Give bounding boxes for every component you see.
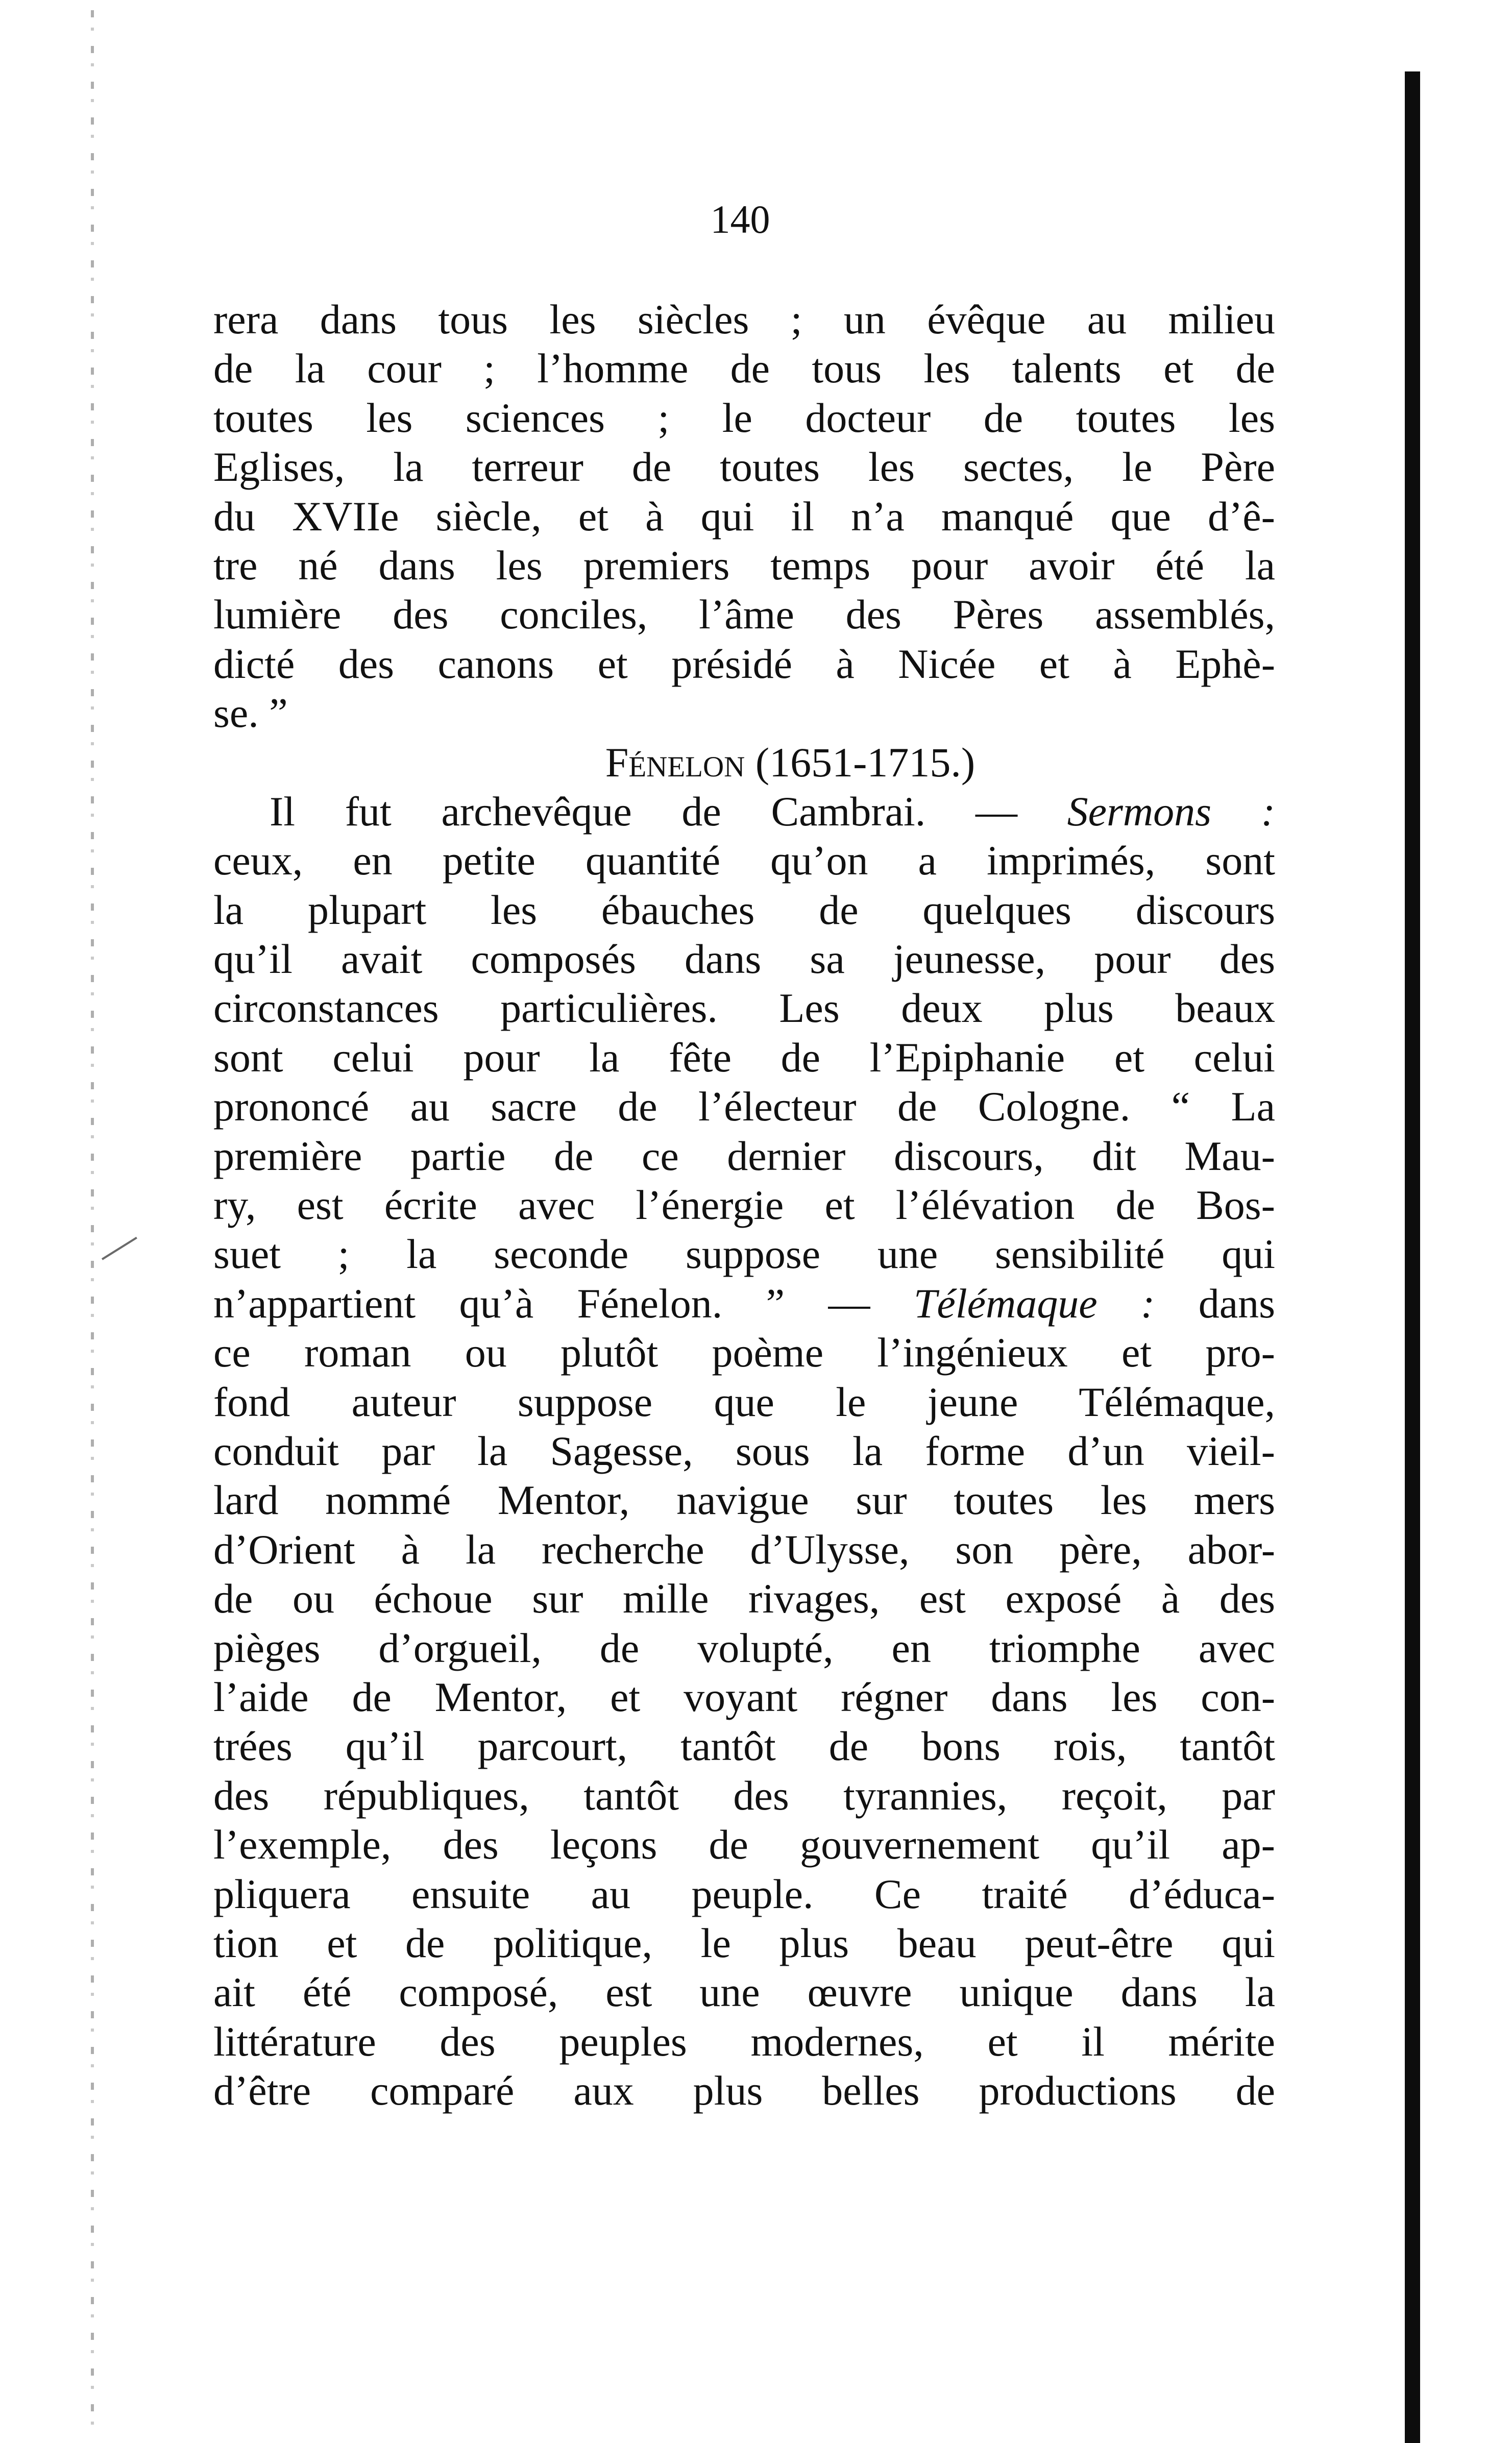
page-text [213,295,1275,2115]
text-line: fond auteur suppose que le jeune Télémaque, [213,1378,1275,1425]
text-line: tion et de politique, le plus beau peut-être qui [213,1919,1275,1966]
margin-pencil-mark [102,1237,137,1260]
text-line: dicté des canons et présidé à Nicée et à Ephè- [213,640,1275,687]
text-line: lard nommé Mentor, navigue sur toutes les mers [213,1477,1275,1524]
text-line: suet ; la seconde suppose une sensibilité qui [213,1231,1275,1278]
text-line: pièges d’orgueil, de volupté, en triomphe avec [213,1624,1275,1671]
text-line: prononcé au sacre de l’électeur de Cologne. “ La [213,1083,1275,1130]
text-line: de ou échoue sur mille rivages, est exposé à des [213,1575,1275,1622]
text-line: circonstances particulières. Les deux plus beaux [213,985,1275,1032]
scan-left-edge [91,10,94,2430]
sermons-label: Sermons : [1067,788,1275,835]
text-line: pliquera ensuite au peuple. Ce traité d’éduca- [213,1870,1275,1917]
telemaque-label: Télémaque : [913,1280,1155,1327]
text-line: du XVIIe siècle, et à qui il n’a manqué que d’ê- [213,493,1275,540]
telemaque-line-start: n’appartient qu’à Fénelon. ” — [213,1280,914,1327]
text-line: d’être comparé aux plus belles productions de [213,2067,1275,2114]
paragraph-first-line [213,787,1275,836]
text-line: première partie de ce dernier discours, dit Mau- [213,1132,1275,1179]
text-line: ce roman ou plutôt poème l’ingénieux et pro- [213,1329,1275,1376]
text-line: l’exemple, des leçons de gouvernement qu’il ap- [213,1821,1275,1868]
text-line: toutes les sciences ; le docteur de toutes les [213,394,1275,441]
page-number: 140 [710,197,770,241]
text-line: de la cour ; l’homme de tous les talents et de [213,345,1275,392]
telemaque-line-end: dans [1155,1280,1275,1327]
text-line: trées qu’il parcourt, tantôt de bons rois, tantôt [213,1723,1275,1770]
text-line: se. ” [213,690,288,737]
text-line: tre né dans les premiers temps pour avoir été la [213,542,1275,589]
text-line: ait été composé, est une œuvre unique dans la [213,1969,1275,2016]
text-line: littérature des peuples modernes, et il mérite [213,2018,1275,2065]
scan-right-border [1405,71,1420,2443]
first-line-text: Il fut archevêque de Cambrai. — [270,788,1067,835]
text-line: rera dans tous les siècles ; un évêque au milieu [213,296,1275,343]
text-line: la plupart les ébauches de quelques discours [213,886,1275,933]
text-line: lumière des conciles, l’âme des Pères assemblés, [213,591,1275,638]
text-line: l’aide de Mentor, et voyant régner dans les con- [213,1673,1275,1720]
text-line: d’Orient à la recherche d’Ulysse, son père, abor- [213,1526,1275,1573]
text-line: des républiques, tantôt des tyrannies, reçoit, par [213,1772,1275,1819]
text-line: ceux, en petite quantité qu’on a imprimés, sont [213,837,1275,884]
text-line: Eglises, la terreur de toutes les sectes, le Père [213,444,1275,491]
telemaque-line [213,1279,1275,1328]
section-heading [213,738,1275,787]
text-line: qu’il avait composés dans sa jeunesse, pour des [213,936,1275,983]
heading-name: Fénelon [605,739,745,786]
text-line: ry, est écrite avec l’énergie et l’élévation de Bos- [213,1182,1275,1229]
heading-dates: (1651-1715.) [755,739,976,786]
text-line: conduit par la Sagesse, sous la forme d’un vieil- [213,1427,1275,1474]
text-line: sont celui pour la fête de l’Epiphanie et celui [213,1034,1275,1081]
